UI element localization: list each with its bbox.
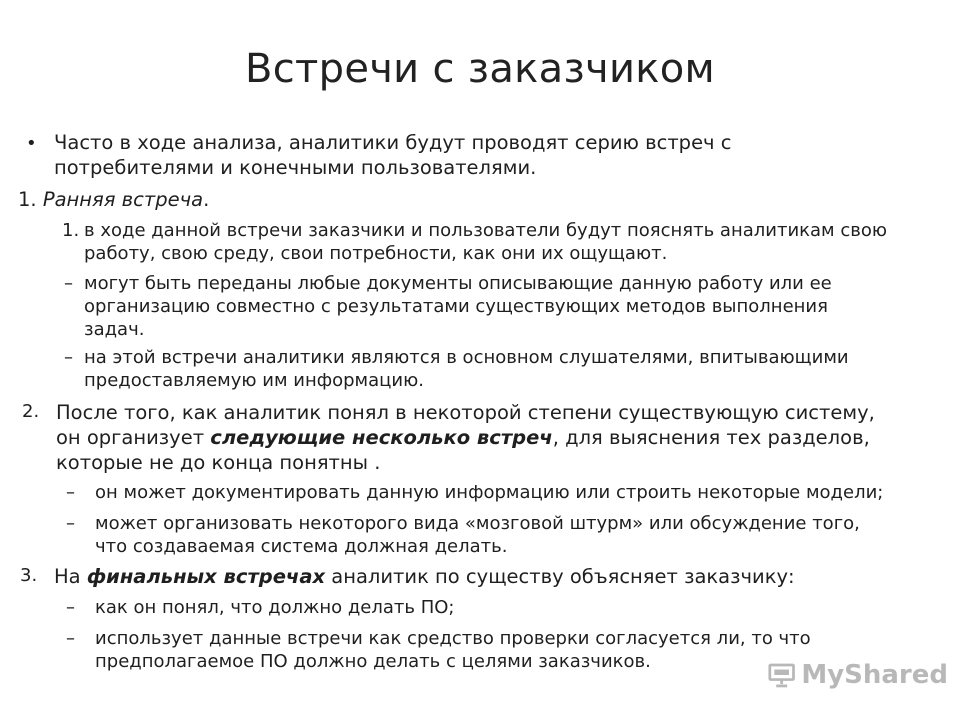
subitem-3-2-line-2: предполагаемое ПО должно делать с целями заказчиков.	[95, 651, 651, 672]
item-3-number: 3.	[20, 565, 38, 586]
subitem-2-2-marker: –	[66, 513, 75, 534]
item-2-line-2-pre: он организует	[56, 426, 211, 449]
subitem-3-1-marker: –	[66, 597, 75, 618]
intro-line-2: потребителями и конечными пользователями.	[54, 156, 537, 179]
item-1-number: 1.	[18, 188, 37, 211]
subitem-2-2-line-1: может организовать некоторого вида «мозговой штурм» или обсуждение того,	[95, 513, 860, 534]
subitem-1-3-line-2: предоставляемую им информацию.	[84, 370, 424, 391]
item-2-emphasis: следующие несколько встреч	[210, 426, 553, 449]
subitem-1-2-line-1: могут быть переданы любые документы описывающие данную работу или ее	[84, 273, 832, 294]
subitem-3-2-marker: –	[66, 628, 75, 649]
item-3-line	[54, 564, 795, 589]
item-1-heading	[18, 187, 209, 212]
subitem-3-1-line-1: как он понял, что должно делать ПО;	[95, 597, 455, 618]
item-2-number: 2.	[22, 401, 40, 422]
subitem-1-1-line-2: работу, свою среду, свои потребности, как они их ощущают.	[84, 243, 668, 264]
item-3-emphasis: финальных встречах	[86, 565, 326, 588]
watermark-text: MyShared	[801, 660, 948, 690]
item-2-line-1: После того, как аналитик понял в некоторой степени существующую систему,	[56, 401, 875, 424]
slide-title: Встречи с заказчиком	[245, 46, 715, 92]
watermark	[768, 655, 948, 695]
subitem-2-1-marker: –	[66, 482, 75, 503]
item-2-line-2	[56, 425, 870, 450]
subitem-2-2-line-2: что создаваемая система должная делать.	[95, 536, 508, 557]
intro-line-1: Часто в ходе анализа, аналитики будут проводят серию встреч с	[54, 131, 732, 154]
subitem-1-2-line-3: задач.	[84, 319, 145, 340]
presentation-icon	[768, 661, 795, 689]
item-2-line-2-post: , для выяснения тех разделов,	[552, 426, 870, 449]
item-3-post: аналитик по существу объясняет заказчику:	[325, 565, 795, 588]
subitem-1-2-line-2: организацию совместно с результатами существующих методов выполнения	[84, 296, 828, 317]
item-2-line-3: которые не до конца понятны .	[56, 451, 381, 474]
subitem-1-1-marker: 1.	[62, 220, 80, 241]
subitem-1-1-line-1: в ходе данной встречи заказчики и пользователи будут пояснять аналитикам свою	[84, 220, 888, 241]
item-1-title: Ранняя встреча	[42, 188, 204, 211]
item-1-title-tail: .	[203, 188, 210, 211]
item-3-pre: На	[54, 565, 87, 588]
subitem-2-1-line-1: он может документировать данную информацию или строить некоторые модели;	[95, 482, 884, 503]
subitem-1-2-marker: –	[64, 273, 73, 294]
subitem-1-3-marker: –	[64, 347, 73, 368]
subitem-1-3-line-1: на этой встречи аналитики являются в основном слушателями, впитывающими	[84, 347, 849, 368]
subitem-3-2-line-1: использует данные встречи как средство проверки согласуется ли, то что	[95, 628, 811, 649]
bullet-marker: •	[26, 133, 37, 154]
